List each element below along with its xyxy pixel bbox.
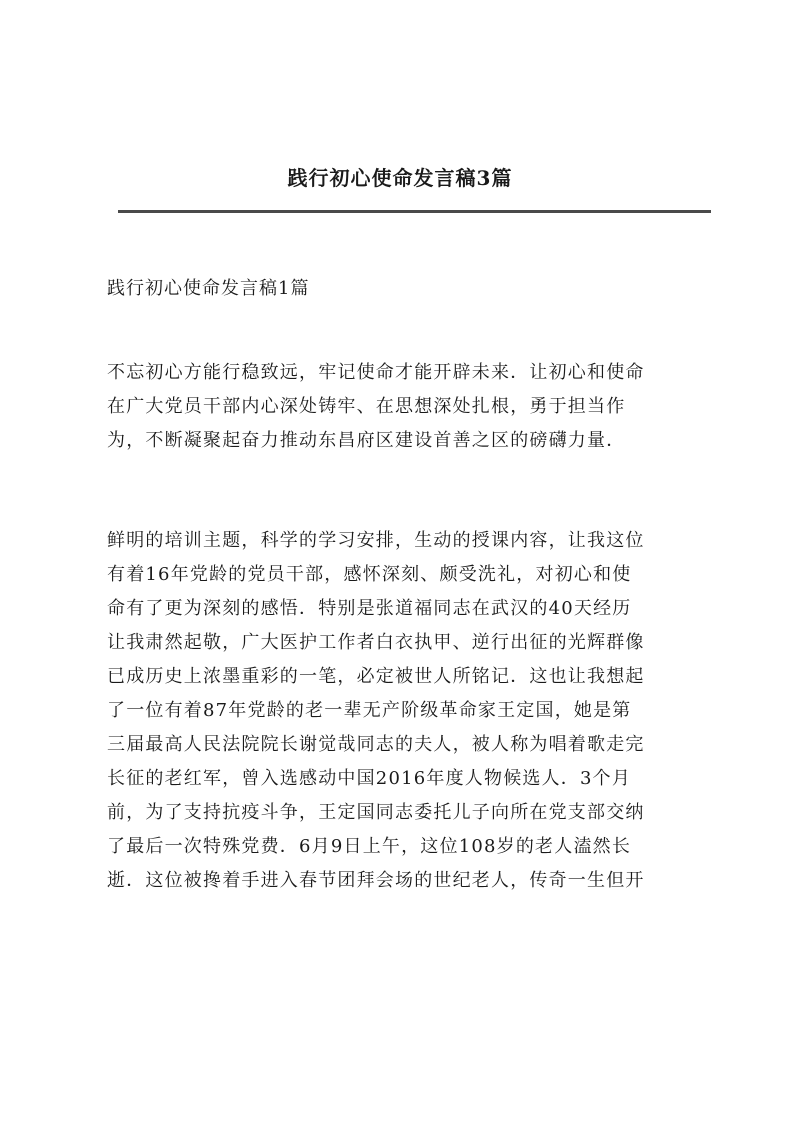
paragraph-1 [107, 356, 715, 458]
paragraph-line: 让我肃然起敬，广大医护工作者白衣执甲、逆行出征的光辉群像 [107, 632, 645, 653]
title-divider [118, 210, 711, 213]
paragraph-line: 了最后一次特殊党费．6月9日上午，这位108岁的老人溘然长 [107, 836, 632, 857]
paragraph-line: 逝．这位被搀着手进入春节团拜会场的世纪老人，传奇一生但开 [107, 870, 645, 891]
paragraph-line: 了一位有着87年党龄的老一辈无产阶级革命家王定国，她是第 [107, 700, 632, 721]
document-title: 践行初心使命发言稿3篇 [287, 166, 513, 190]
paragraph-line: 命有了更为深刻的感悟．特别是张道福同志在武汉的40天经历 [107, 598, 632, 619]
paragraph-2 [107, 524, 715, 932]
paragraph-line: 有着16年党龄的党员干部，感怀深刻、颇受洗礼，对初心和使 [107, 564, 632, 585]
paragraph-line: 长征的老红军，曾入选感动中国2016年度人物候选人．3个月 [107, 768, 632, 789]
paragraph-line: 在广大党员干部内心深处铸牢、在思想深处扎根，勇于担当作 [107, 396, 626, 417]
paragraph-line: 鲜明的培训主题，科学的学习安排，生动的授课内容，让我这位 [107, 530, 645, 551]
paragraph-line: 为，不断凝聚起奋力推动东昌府区建设首善之区的磅礴力量． [107, 430, 626, 451]
paragraph-line: 已成历史上浓墨重彩的一笔，必定被世人所铭记．这也让我想起 [107, 666, 645, 687]
paragraph-line: 三届最高人民法院院长谢觉哉同志的夫人，被人称为唱着歌走完 [107, 734, 645, 755]
paragraph-line: 前，为了支持抗疫斗争，王定国同志委托儿子向所在党支部交纳 [107, 802, 645, 823]
paragraph-line [107, 898, 715, 932]
section-heading: 践行初心使命发言稿1篇 [107, 278, 310, 299]
paragraph-line: 不忘初心方能行稳致远，牢记使命才能开辟未来．让初心和使命 [107, 362, 645, 383]
